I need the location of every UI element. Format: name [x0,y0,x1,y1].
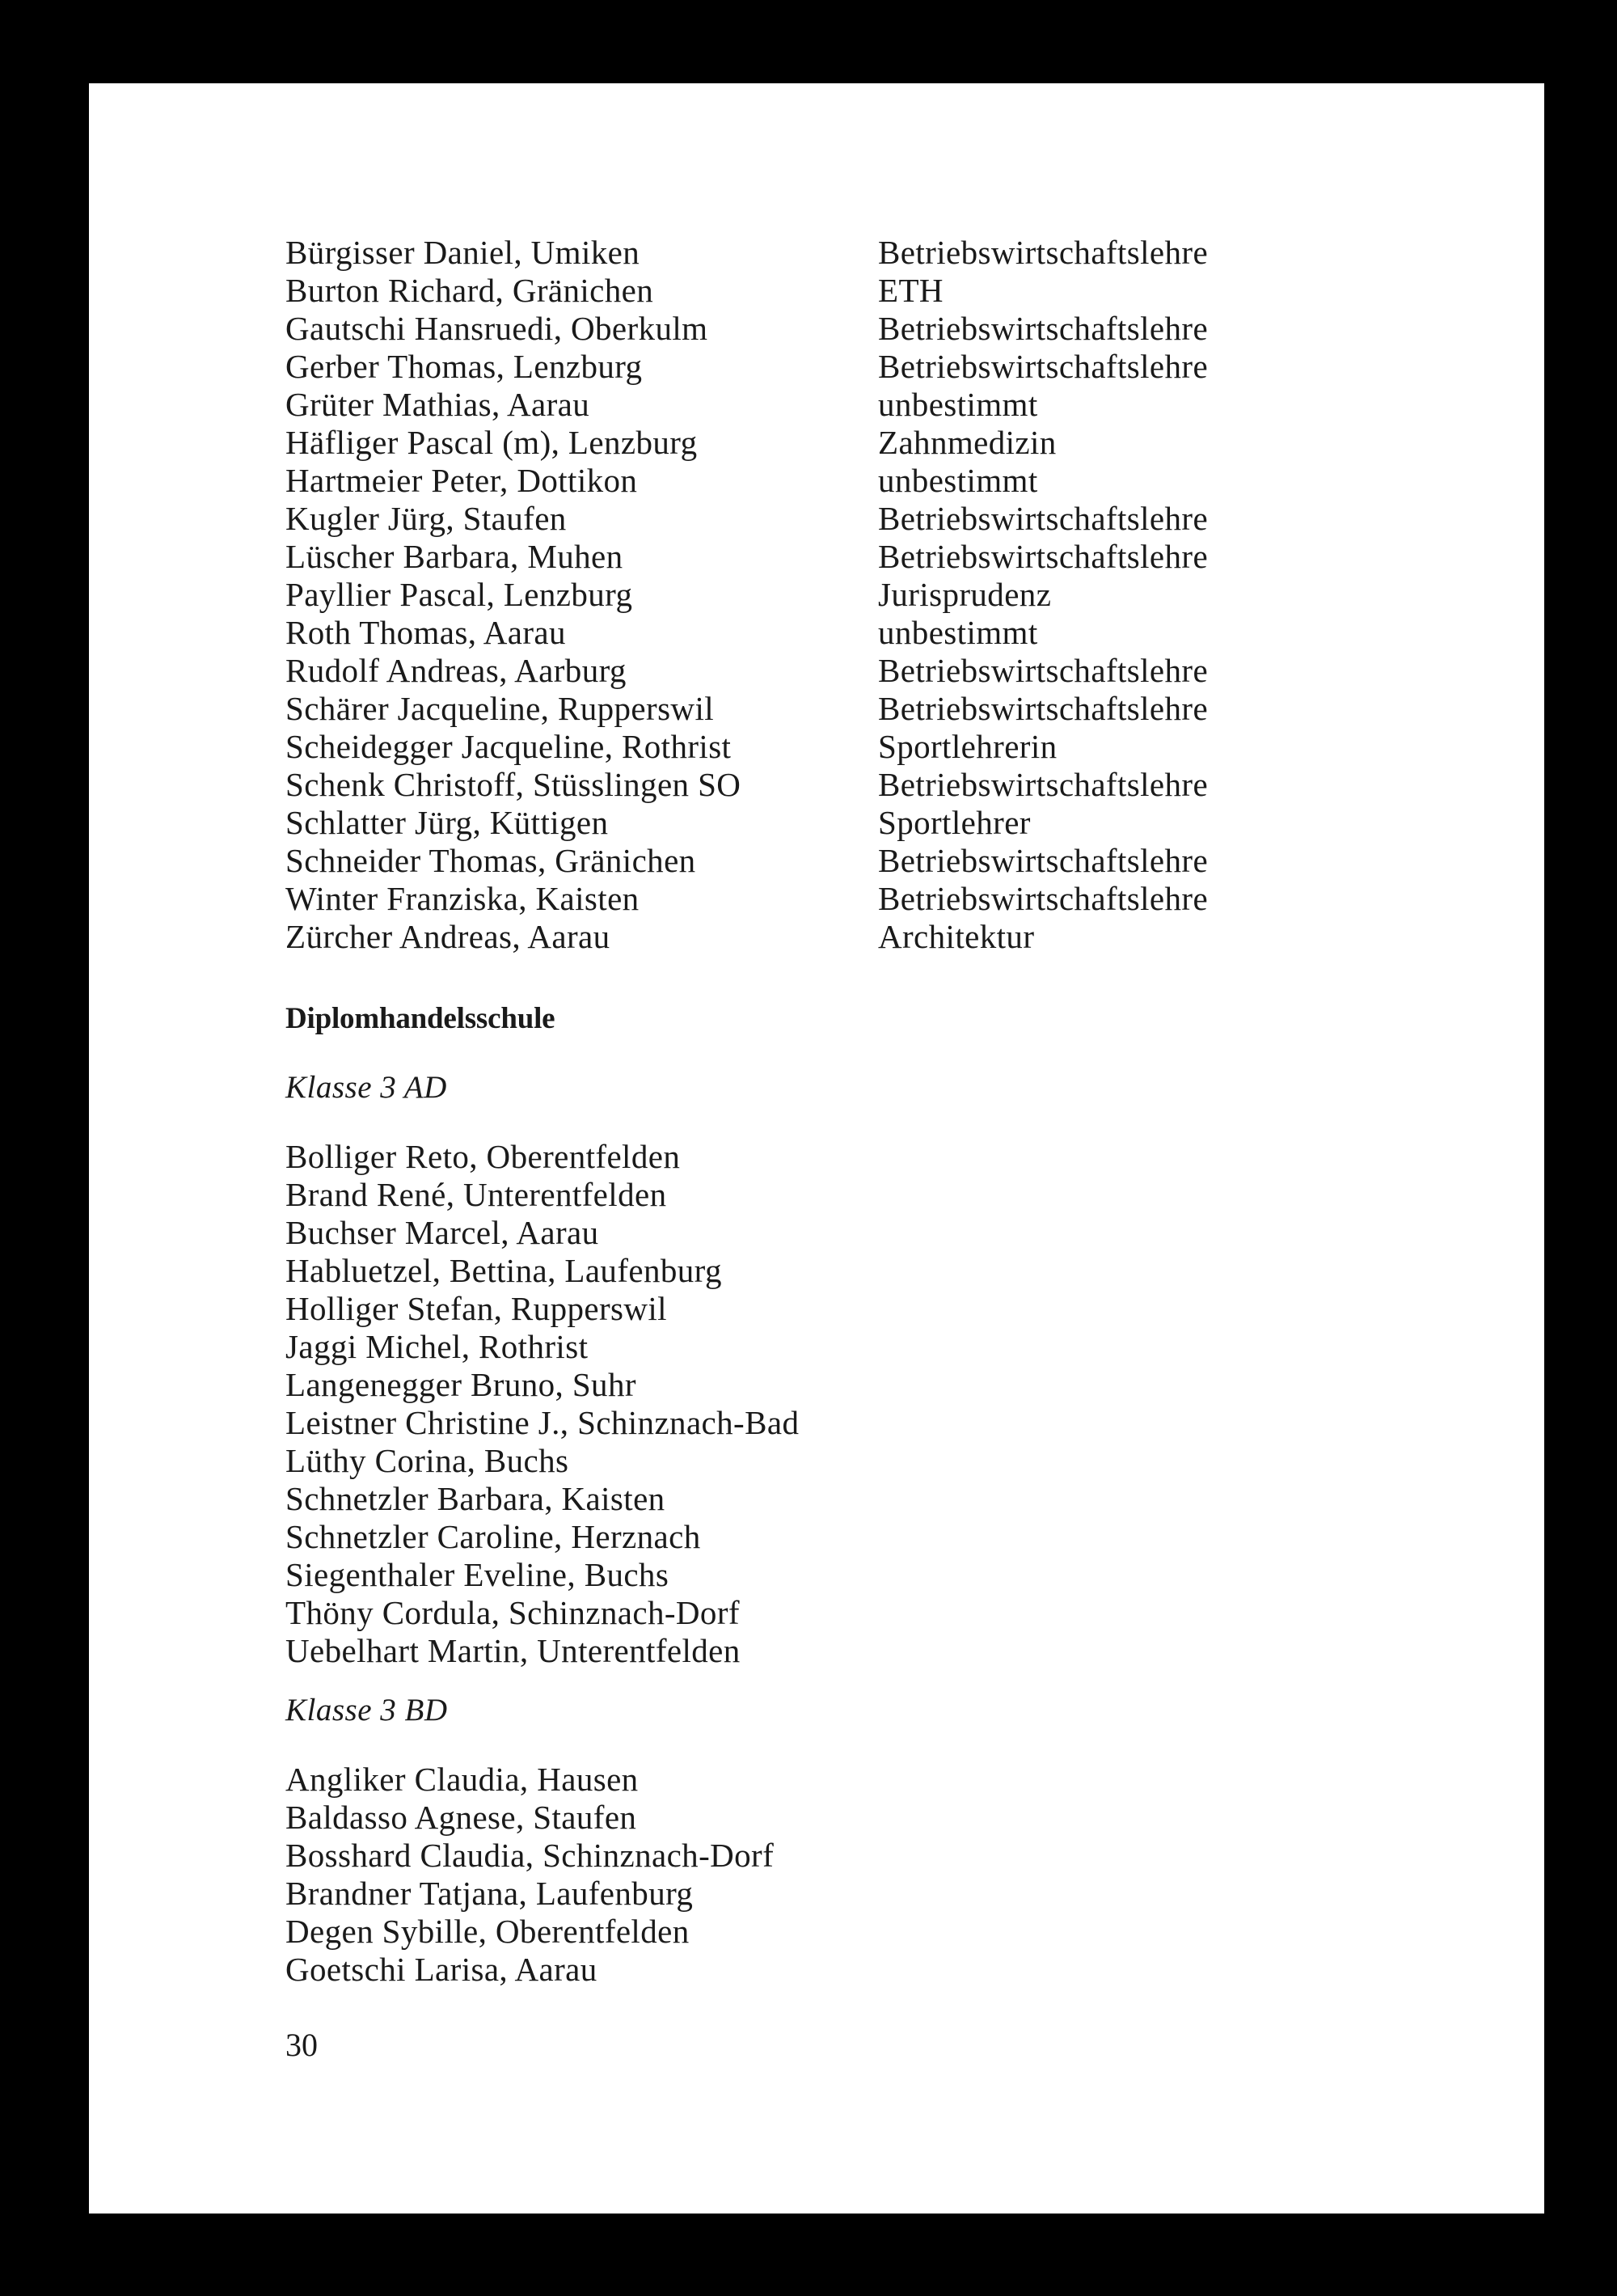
list-item: Uebelhart Martin, Unterentfelden [285,1632,741,1669]
study-field: Betriebswirtschaftslehre [878,766,1209,803]
page-number: 30 [285,2027,318,2063]
student-name: Lüscher Barbara, Muhen [285,538,623,575]
list-item: Langenegger Bruno, Suhr [285,1366,636,1403]
study-field: Betriebswirtschaftslehre [878,690,1209,727]
list-item: Bosshard Claudia, Schinznach-Dorf [285,1837,775,1874]
study-field: unbestimmt [878,614,1038,651]
list-item: Degen Sybille, Oberentfelden [285,1913,690,1950]
student-name: Kugler Jürg, Staufen [285,500,567,537]
study-column [878,234,1363,956]
section-heading: Diplomhandelsschule [285,1002,555,1035]
student-name: Payllier Pascal, Lenzburg [285,576,633,613]
list-item: Schnetzler Barbara, Kaisten [285,1480,665,1517]
student-name: Schärer Jacqueline, Rupperswil [285,690,715,727]
document-page [89,83,1544,2214]
student-name: Zürcher Andreas, Aarau [285,918,610,955]
study-field: Jurisprudenz [878,576,1052,613]
class-3ad-heading: Klasse 3 AD [285,1070,447,1105]
student-name: Burton Richard, Gränichen [285,272,654,309]
class-3bd-list [285,1761,1433,1989]
study-field: ETH [878,272,944,309]
list-item: Schnetzler Caroline, Herznach [285,1518,701,1555]
study-field: Betriebswirtschaftslehre [878,234,1209,271]
list-item: Angliker Claudia, Hausen [285,1761,639,1798]
study-field: unbestimmt [878,386,1038,423]
student-name: Häfliger Pascal (m), Lenzburg [285,424,698,461]
study-field: Betriebswirtschaftslehre [878,652,1209,689]
list-item: Holliger Stefan, Rupperswil [285,1290,667,1327]
study-field: Sportlehrerin [878,728,1058,765]
list-item: Bolliger Reto, Oberentfelden [285,1138,681,1175]
list-item: Thöny Cordula, Schinznach-Dorf [285,1594,740,1631]
student-name: Bürgisser Daniel, Umiken [285,234,640,271]
class-3ad-list [285,1138,1433,1670]
study-field: Betriebswirtschaftslehre [878,348,1209,385]
class-3bd-heading: Klasse 3 BD [285,1693,448,1727]
list-item: Leistner Christine J., Schinznach-Bad [285,1404,800,1441]
study-field: Sportlehrer [878,804,1031,841]
study-field: Architektur [878,918,1035,955]
student-name: Rudolf Andreas, Aarburg [285,652,627,689]
list-item: Lüthy Corina, Buchs [285,1442,569,1479]
list-item: Brand René, Unterentfelden [285,1176,667,1213]
names-column [285,234,878,956]
list-item: Buchser Marcel, Aarau [285,1214,599,1251]
study-field: Betriebswirtschaftslehre [878,842,1209,879]
student-name: Gautschi Hansruedi, Oberkulm [285,310,708,347]
list-item: Habluetzel, Bettina, Laufenburg [285,1252,722,1289]
student-name: Schneider Thomas, Gränichen [285,842,696,879]
list-item: Jaggi Michel, Rothrist [285,1328,589,1365]
list-item: Brandner Tatjana, Laufenburg [285,1875,694,1912]
student-name: Schenk Christoff, Stüsslingen SO [285,766,741,803]
study-field: Zahnmedizin [878,424,1057,461]
list-item: Siegenthaler Eveline, Buchs [285,1556,669,1593]
study-field: Betriebswirtschaftslehre [878,500,1209,537]
graduates-study-table [285,234,1433,956]
student-name: Scheidegger Jacqueline, Rothrist [285,728,732,765]
student-name: Grüter Mathias, Aarau [285,386,590,423]
student-name: Schlatter Jürg, Küttigen [285,804,609,841]
study-field: Betriebswirtschaftslehre [878,310,1209,347]
list-item: Baldasso Agnese, Staufen [285,1799,637,1836]
student-name: Gerber Thomas, Lenzburg [285,348,643,385]
student-name: Roth Thomas, Aarau [285,614,566,651]
student-name: Hartmeier Peter, Dottikon [285,462,638,499]
study-field: Betriebswirtschaftslehre [878,880,1209,917]
page-content [285,234,1433,2064]
list-item: Goetschi Larisa, Aarau [285,1951,597,1988]
study-field: unbestimmt [878,462,1038,499]
study-field: Betriebswirtschaftslehre [878,538,1209,575]
student-name: Winter Franziska, Kaisten [285,880,640,917]
